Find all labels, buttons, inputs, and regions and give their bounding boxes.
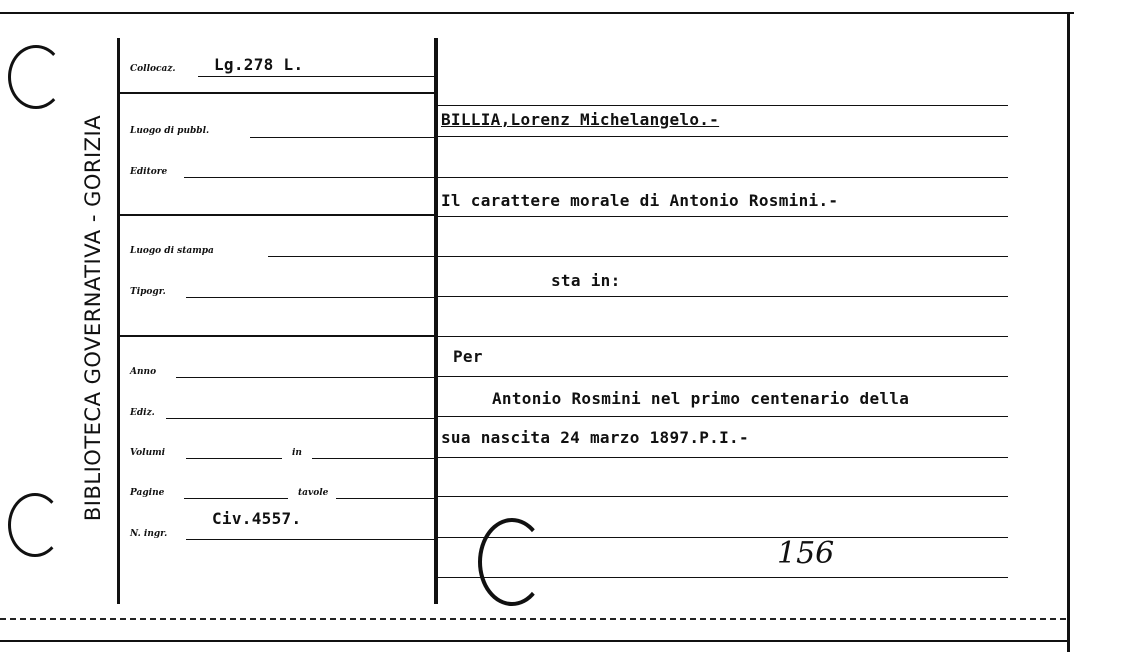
card-bottom-dashes bbox=[0, 618, 1066, 620]
anno-underline bbox=[176, 377, 434, 378]
punch-hole-bottom bbox=[8, 493, 62, 557]
luogo-pubbl-label: Luogo di pubbl. bbox=[130, 126, 210, 136]
in-underline bbox=[312, 458, 434, 459]
tipografia-underline bbox=[186, 297, 434, 298]
left-column-rule bbox=[117, 38, 120, 604]
punch-hole-top bbox=[8, 45, 64, 109]
record-author: BILLIA,Lorenz Michelangelo.- bbox=[441, 110, 720, 129]
right-rule-10 bbox=[438, 457, 1008, 458]
right-rule-2 bbox=[438, 136, 1008, 137]
editore-label: Editore bbox=[130, 167, 168, 177]
center-column-rule bbox=[434, 38, 438, 604]
right-rule-9 bbox=[438, 416, 1008, 417]
left-rule-1 bbox=[120, 92, 434, 94]
editore-underline bbox=[184, 177, 434, 178]
record-series-line-3: sua nascita 24 marzo 1897.P.I.- bbox=[441, 428, 749, 447]
right-rule-6 bbox=[438, 296, 1008, 297]
tavole-label: tavole bbox=[298, 488, 329, 498]
left-rule-2 bbox=[120, 214, 434, 216]
right-rule-11 bbox=[438, 496, 1008, 497]
pagine-underline bbox=[184, 498, 288, 499]
in-label: in bbox=[292, 448, 302, 458]
right-rule-4 bbox=[438, 216, 1008, 217]
punch-hole-middle bbox=[478, 518, 546, 606]
anno-label: Anno bbox=[130, 367, 157, 377]
card-bottom-border bbox=[0, 640, 1070, 642]
luogo-stampa-label: Luogo di stampa bbox=[130, 246, 214, 256]
record-in-label: sta in: bbox=[551, 271, 621, 290]
handwritten-number: 156 bbox=[777, 536, 835, 571]
volumi-underline bbox=[186, 458, 282, 459]
volumi-label: Volumi bbox=[130, 448, 166, 458]
collocazione-underline bbox=[198, 76, 434, 77]
library-stamp: BIBLIOTECA GOVERNATIVA - GORIZIA bbox=[81, 114, 105, 522]
collocazione-label: Collocaz. bbox=[130, 64, 176, 74]
pagine-label: Pagine bbox=[130, 488, 165, 498]
luogo-pubbl-underline bbox=[250, 137, 434, 138]
right-rule-3 bbox=[438, 177, 1008, 178]
left-rule-3 bbox=[120, 335, 434, 337]
n-ingresso-label: N. ingr. bbox=[130, 529, 168, 539]
tavole-underline bbox=[336, 498, 434, 499]
record-series-line-1: Per bbox=[453, 347, 483, 366]
card-right-border bbox=[1067, 12, 1070, 652]
right-rule-12 bbox=[438, 537, 1008, 538]
edizione-label: Ediz. bbox=[130, 408, 155, 418]
right-rule-8 bbox=[438, 376, 1008, 377]
record-title: Il carattere morale di Antonio Rosmini.- bbox=[441, 191, 839, 210]
right-rule-7 bbox=[438, 336, 1008, 337]
edizione-underline bbox=[166, 418, 434, 419]
n-ingresso-value: Civ.4557. bbox=[212, 509, 302, 528]
right-rule-1 bbox=[438, 105, 1008, 106]
right-rule-5 bbox=[438, 256, 1008, 257]
record-series-line-2: Antonio Rosmini nel primo centenario della bbox=[492, 389, 910, 408]
card-top-border bbox=[0, 12, 1074, 14]
right-rule-13 bbox=[438, 577, 1008, 578]
collocazione-value: Lg.278 L. bbox=[214, 55, 304, 74]
luogo-stampa-underline bbox=[268, 256, 434, 257]
tipografia-label: Tipogr. bbox=[130, 287, 166, 297]
n-ingresso-underline bbox=[186, 539, 434, 540]
